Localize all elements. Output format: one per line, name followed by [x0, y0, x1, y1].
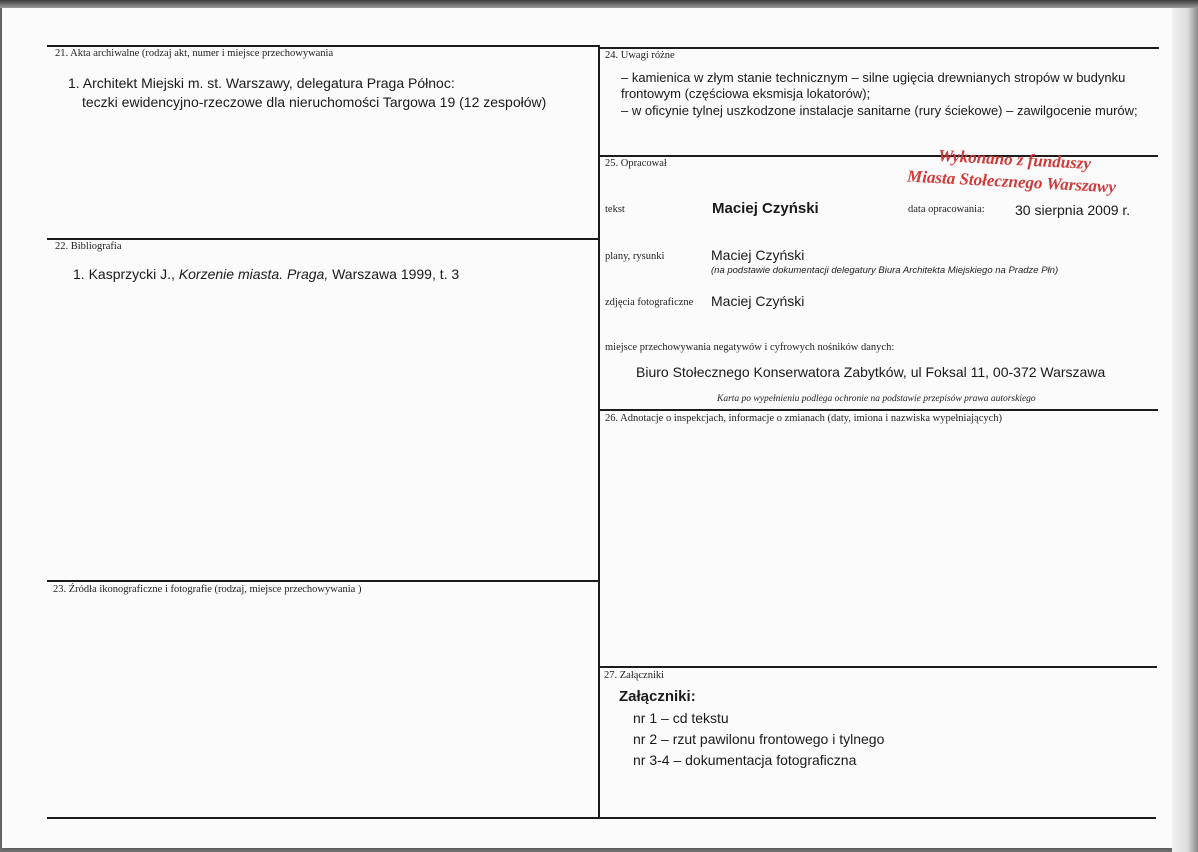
copyright-note: Karta po wypełnieniu podlega ochronie na podstawie przepisów prawa autorskiego	[717, 394, 1036, 404]
text-author: Maciej Czyński	[712, 200, 819, 217]
column-divider	[598, 45, 600, 818]
attachments-heading: Załączniki:	[619, 688, 696, 705]
section-26-label: 26. Adnotacje o inspekcjach, informacje o zmianach (daty, imiona i nazwiska wypełniających)	[605, 413, 1003, 424]
attachment-item: nr 2 – rzut pawilonu frontowego i tylnego	[633, 731, 885, 747]
remarks-line-3: – w oficynie tylnej uszkodzone instalacje sanitarne (rury ściekowe) – zawilgocenie murów;	[621, 103, 1138, 118]
date-value: 30 sierpnia 2009 r.	[1015, 202, 1131, 218]
funding-stamp-line-1: Wykonano z funduszy	[937, 146, 1092, 173]
rule-27-top	[599, 666, 1157, 668]
bibliography-details: Warszawa 1999, t. 3	[332, 266, 460, 282]
remarks-line-2: frontowym (częściowa eksmisja lokatorów);	[621, 86, 871, 101]
attachment-item: nr 3-4 – dokumentacja fotograficzna	[633, 752, 857, 768]
archive-line-2: teczki ewidencyjno-rzeczowe dla nieruchomości Targowa 19 (12 zespołów)	[82, 94, 547, 110]
rule-bottom	[47, 817, 1156, 819]
date-label: data opracowania:	[908, 204, 985, 215]
plans-note: (na podstawie dokumentacji delegatury Biura Architekta Miejskiego na Pradze Płn)	[711, 265, 1059, 276]
attachment-item: nr 1 – cd tekstu	[633, 710, 729, 726]
storage-label: miejsce przechowywania negatywów i cyfrowych nośników danych:	[605, 342, 895, 353]
section-23-label: 23. Źródła ikonograficzne i fotografie (rodzaj, miejsce przechowywania )	[53, 584, 362, 595]
funding-stamp-line-2: Miasta Stołecznego Warszawy	[906, 166, 1117, 197]
bibliography-title: Korzenie miasta. Praga,	[178, 266, 329, 282]
bibliography-author: 1. Kasprzycki J.,	[73, 266, 175, 282]
form-sheet	[2, 6, 1172, 848]
rule-21-top	[47, 45, 599, 47]
plans-label: plany, rysunki	[605, 251, 665, 262]
remarks-line-1: – kamienica w złym stanie technicznym – silne ugięcia drewnianych stropów w budynku	[621, 70, 1126, 85]
storage-value: Biuro Stołecznego Konserwatora Zabytków, ul Foksal 11, 00-372 Warszawa	[636, 364, 1106, 380]
section-22-label: 22. Bibliografia	[55, 241, 122, 252]
archive-line-1: 1. Architekt Miejski m. st. Warszawy, delegatura Praga Północ:	[68, 75, 455, 91]
rule-24-top	[599, 47, 1159, 49]
rule-26-top	[599, 409, 1158, 411]
section-24-label: 24. Uwagi różne	[605, 50, 675, 61]
section-21-label: 21. Akta archiwalne (rodzaj akt, numer i miejsce przechowywania	[55, 48, 334, 59]
plans-author: Maciej Czyński	[711, 247, 805, 263]
section-27-label: 27. Załączniki	[604, 670, 665, 681]
photos-label: zdjęcia fotograficzne	[605, 297, 694, 308]
photos-author: Maciej Czyński	[711, 293, 805, 309]
page-edge	[1172, 0, 1198, 852]
rule-23-top	[47, 580, 599, 582]
rule-22-top	[47, 238, 599, 240]
section-25-label: 25. Opracował	[605, 158, 667, 169]
text-label: tekst	[605, 204, 625, 215]
scan-top-edge	[0, 0, 1198, 8]
bibliography-entry	[73, 265, 459, 284]
